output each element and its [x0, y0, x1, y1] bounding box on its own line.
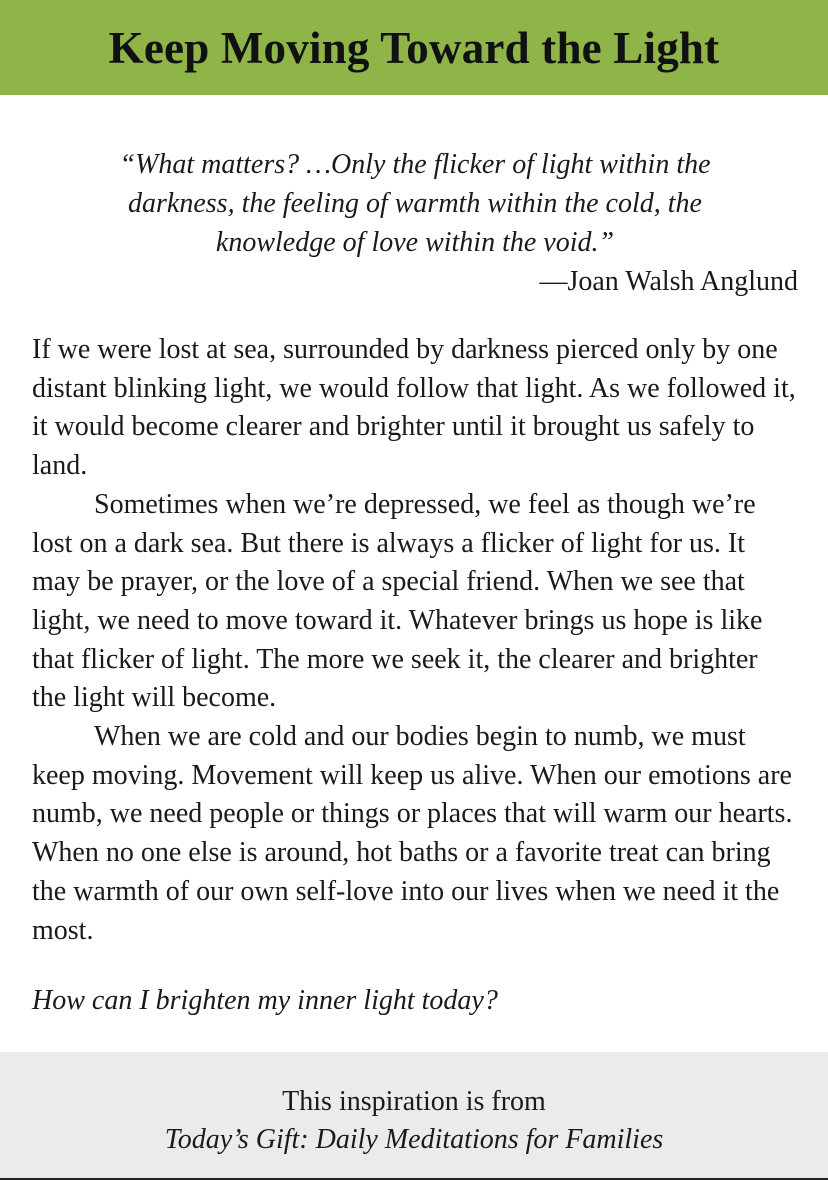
quote-text: “What matters? …Only the flicker of light within the darkness, the feeling of warmth within the cold, the knowledge of love within the void.” — [119, 149, 711, 258]
body-paragraph-3: When we are cold and our bodies begin to numb, we must keep moving. Movement will keep us alive. When our emotions are numb, we need people or things or places that will warm our hearts. When no one else is around, hot baths or a favorite treat can bring the warmth of our own self-love into our lives when we need it the most. — [32, 721, 793, 946]
body-paragraph-2: Sometimes when we’re depressed, we feel as though we’re lost on a dark sea. But there is always a flicker of light for us. It may be prayer, or the love of a special friend. When we see that light, we need to move toward it. Whatever brings us hope is like that flicker of light. The more we seek it, the clearer and brighter the light will become. — [32, 488, 763, 714]
source-intro: This inspiration is from — [282, 1086, 546, 1117]
quote-attribution: —Joan Walsh Anglund — [539, 266, 798, 297]
reflection-question: How can I brighten my inner light today? — [32, 985, 498, 1016]
body-paragraph-1: If we were lost at sea, surrounded by darkness pierced only by one distant blinking light, we would follow that light. As we followed it, it would become clearer and brighter until it brought us safely to land. — [32, 334, 796, 482]
title-banner — [0, 0, 828, 95]
meditation-body — [32, 331, 798, 950]
epigraph — [32, 145, 798, 301]
page-title: Keep Moving Toward the Light — [108, 22, 720, 73]
source-title: Today’s Gift: Daily Meditations for Families — [164, 1124, 664, 1155]
source-footer — [0, 1052, 828, 1180]
